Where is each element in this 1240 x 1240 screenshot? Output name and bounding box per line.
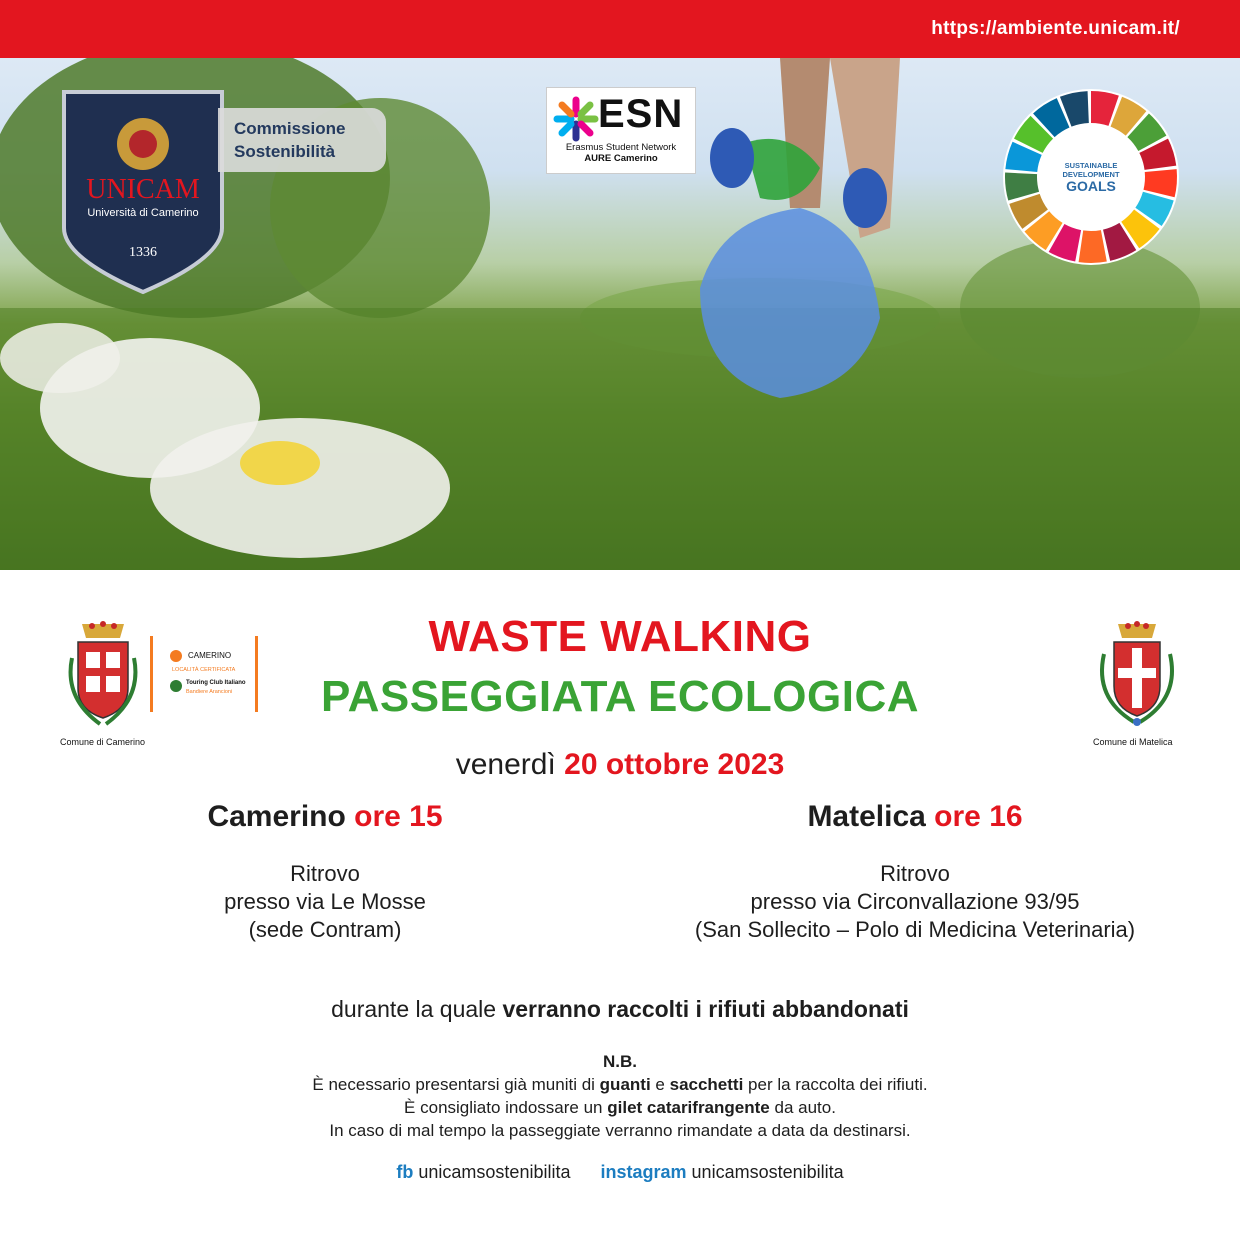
fb-label[interactable]: fb: [396, 1162, 414, 1182]
notes-line3: In caso di mal tempo la passeggiate verranno rimandate a data da destinarsi.: [329, 1121, 911, 1140]
badge-flag: Bandiere Arancioni: [186, 689, 233, 695]
sdg-wheel-logo: [1002, 88, 1180, 266]
website-url[interactable]: https://ambiente.unicam.it/: [931, 18, 1180, 39]
sdg-line1: SUSTAINABLE: [1064, 161, 1118, 170]
commission-line2: Sostenibilità: [234, 142, 336, 161]
notes-l1-e: per la raccolta dei rifiuti.: [748, 1075, 928, 1094]
event-date: [0, 748, 1240, 782]
camerino-line2: presso via Le Mosse: [224, 889, 426, 914]
commission-line1: Commissione: [234, 119, 346, 138]
notes-l1-c: e: [655, 1075, 665, 1094]
badge-cert: LOCALITÀ CERTIFICATA: [172, 667, 236, 673]
badge-name: CAMERINO: [188, 651, 232, 660]
top-banner: [0, 0, 1240, 58]
sdg-line2: DEVELOPMENT: [1062, 170, 1120, 179]
notes-heading: N.B.: [603, 1052, 637, 1071]
notes-l1-d: sacchetti: [669, 1075, 744, 1094]
camerino-heading: [85, 800, 565, 834]
camerino-line1: Ritrovo: [290, 861, 360, 886]
fb-handle[interactable]: unicamsostenibilita: [418, 1162, 571, 1182]
notes-l2-a: È consigliato indossare un: [404, 1098, 603, 1117]
notes-l1-b: guanti: [599, 1075, 651, 1094]
camerino-time: ore 15: [354, 800, 443, 833]
instagram-handle[interactable]: unicamsostenibilita: [691, 1162, 844, 1182]
date-value: 20 ottobre 2023: [564, 748, 785, 781]
matelica-line3: (San Sollecito – Polo di Medicina Veterinaria): [694, 917, 1136, 942]
notes-block: [0, 1050, 1240, 1142]
matelica-time: ore 16: [934, 800, 1023, 833]
matelica-caption: Comune di Matelica: [1093, 737, 1173, 747]
notes-l1-a: È necessario presentarsi già muniti di: [312, 1075, 595, 1094]
unicam-year: 1336: [129, 245, 157, 260]
date-prefix: venerdì: [455, 748, 556, 781]
event-title-english: WASTE WALKING: [428, 612, 812, 661]
esn-line1: Erasmus Student Network: [565, 142, 677, 153]
esn-subtitle: [551, 142, 691, 164]
notes-line1: [0, 1073, 1240, 1096]
during-bold: verranno raccolti i rifiuti abbandonati: [502, 996, 909, 1022]
esn-line2: AURE Camerino: [584, 153, 658, 164]
matelica-line1: Ritrovo: [880, 861, 950, 886]
instagram-label[interactable]: instagram: [600, 1162, 687, 1182]
unicam-shield-logo: [58, 88, 228, 296]
matelica-city: Matelica: [807, 800, 926, 833]
camerino-city: Camerino: [207, 800, 346, 833]
sdg-line3: GOALS: [1066, 178, 1116, 194]
notes-l2-b: gilet catarifrangente: [607, 1098, 770, 1117]
commission-label: [234, 117, 345, 163]
matelica-heading: [675, 800, 1155, 834]
notes-line2: [0, 1096, 1240, 1119]
camerino-line3: (sede Contram): [248, 917, 402, 942]
esn-word: ESN: [598, 92, 684, 136]
matelica-meeting-point: [615, 860, 1215, 944]
event-title-italian: PASSEGGIATA ECOLOGICA: [320, 672, 919, 721]
badge-tci: Touring Club Italiano: [186, 680, 246, 686]
unicam-name: UNICAM: [86, 174, 200, 205]
social-links: [0, 1162, 1240, 1183]
camerino-caption: Comune di Camerino: [60, 737, 146, 747]
during-prefix: durante la quale: [331, 996, 497, 1022]
esn-star-icon: [553, 96, 599, 142]
activity-description: [0, 996, 1240, 1023]
notes-l2-c: da auto.: [774, 1098, 836, 1117]
camerino-meeting-point: [25, 860, 625, 944]
unicam-university: Università di Camerino: [87, 207, 199, 219]
matelica-line2: presso via Circonvallazione 93/95: [750, 889, 1080, 914]
